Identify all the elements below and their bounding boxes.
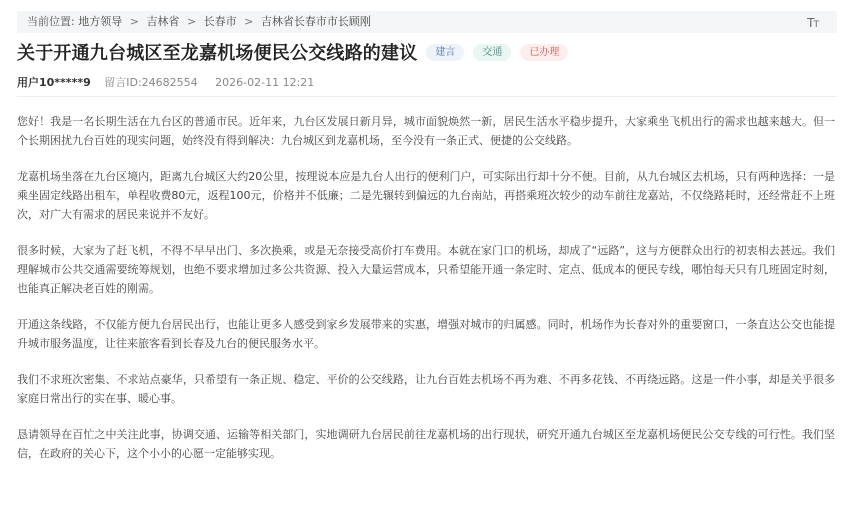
tag-topic[interactable]: 交通 (473, 44, 511, 61)
font-size-toggle-icon[interactable] (807, 16, 818, 30)
breadcrumb-item-mayor[interactable]: 吉林省长春市市长顾刚 (260, 15, 371, 28)
post-paragraph: 很多时候，大家为了赶飞机，不得不早早出门、多次换乘，或是无奈接受高价打车费用。本就在家门口的机场，却成了“远路”，这与方便群众出行的初衷相去甚远。我们理解城市公共交通需要统筹规划，也绝不要求增加过多公共资源、投入大量运营成本，只希望能开通一条定时、定点、低成本的便民专线，哪怕每天只有几班固定时刻，也能真正解决老百姓的刚需。 (17, 244, 835, 295)
message-id: 留言ID:24682554 (104, 76, 198, 89)
post-author: 用户10*****9 (17, 76, 91, 89)
breadcrumb (17, 11, 837, 33)
breadcrumb-item-local-leaders[interactable]: 地方领导 (78, 15, 123, 28)
breadcrumb-separator: > (129, 15, 139, 28)
font-size-big-glyph: T (807, 16, 814, 30)
breadcrumb-inner (17, 11, 371, 33)
post-paragraph: 开通这条线路，不仅能方便九台居民出行，也能让更多人感受到家乡发展带来的实惠，增强对城市的归属感。同时，机场作为长春对外的重要窗口，一条直达公交也能提升城市服务温度，让往来旅客看到长春及九台的便民服务水平。 (17, 318, 835, 350)
post-paragraph: 我们不求班次密集、不求站点豪华，只希望有一条正规、稳定、平价的公交线路，让九台百姓去机场不再为难、不再多花钱、不再绕远路。这是一件小事，却是关乎很多家庭日常出行的实在事、暖心事。 (17, 373, 835, 405)
post-datetime: 2026-02-11 12:21 (215, 76, 315, 89)
post-paragraph: 龙嘉机场坐落在九台区境内，距离九台城区大约20公里，按理说本应是九台人出行的便利门户，可实际出行却十分不便。目前，从九台城区去机场，只有两种选择：一是乘坐固定线路出租车，单程收费80元，返程100元，价格并不低廉；二是先辗转到偏远的九台南站，再搭乘班次较少的动车前往龙嘉站，不仅绕路耗时，还经常赶不上班次，对广大有需求的居民来说并不友好。 (17, 170, 835, 221)
page-title: 关于开通九台城区至龙嘉机场便民公交线路的建议 (17, 43, 418, 64)
breadcrumb-item-jilin[interactable]: 吉林省 (146, 15, 180, 28)
breadcrumb-separator: > (186, 15, 197, 28)
divider (17, 96, 837, 97)
font-size-small-glyph: T (813, 20, 818, 30)
title-row (17, 40, 568, 64)
post-paragraph: 恳请领导在百忙之中关注此事，协调交通、运输等相关部门，实地调研九台居民前往龙嘉机场的出行现状，研究开通九台城区至龙嘉机场便民公交专线的可行性。我们坚信，在政府的关心下，这个小小的心愿一定能够实现。 (17, 428, 835, 460)
post-meta (17, 74, 314, 90)
post-body (17, 112, 835, 480)
breadcrumb-prefix: 当前位置: (27, 15, 75, 28)
tag-category[interactable]: 建言 (426, 44, 464, 61)
breadcrumb-separator: > (244, 15, 254, 28)
breadcrumb-item-changchun[interactable]: 长春市 (203, 15, 237, 28)
post-paragraph: 您好！我是一名长期生活在九台区的普通市民。近年来，九台区发展日新月异，城市面貌焕然一新，居民生活水平稳步提升，大家乘坐飞机出行的需求也越来越大。但一个长期困扰九台百姓的现实问题，始终没有得到解决：九台城区到龙嘉机场，至今没有一条正式、便捷的公交线路。 (17, 115, 835, 147)
status-badge: 已办理 (520, 44, 568, 61)
